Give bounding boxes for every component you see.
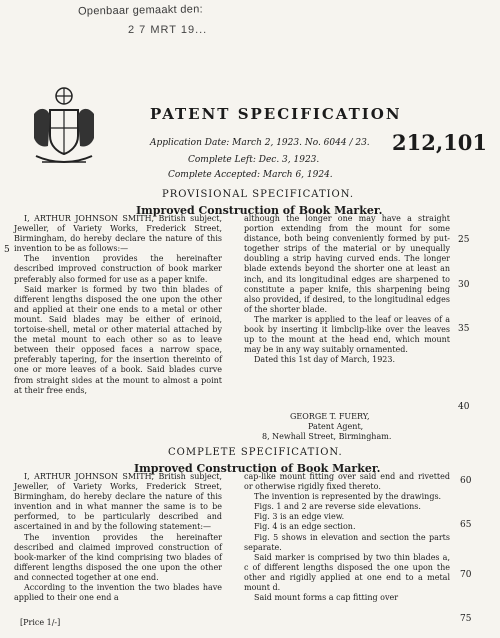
paragraph: Fig. 5 shows in elevation and section the parts separate. (244, 532, 450, 552)
agent-name: GEORGE T. FUERY, (290, 412, 370, 421)
paragraph: I, ARTHUR JOHNSON SMITH, British subject, Jeweller, of Variety Works, Frederick Street, Birmingham, do hereby declare the nature of this invention and in what manner the same is to be performed, to be particularly described and ascertained in and by the following statement:— (14, 472, 222, 532)
complete-left-column (14, 472, 222, 603)
paragraph: Said marker is comprised by two thin blades a, c of different lengths disposed the one upon the other and rigidly applied at one end to a metal mount d. (244, 552, 450, 593)
application-date: Application Date: March 2, 1923. No. 6044 / 23. (150, 138, 370, 148)
paragraph: Fig. 4 is an edge section. (254, 522, 356, 532)
agent-address: 8, Newhall Street, Birmingham. (262, 432, 392, 442)
patent-number: 212,101 (392, 130, 487, 155)
paragraph: Fig. 3 is an edge view. (254, 512, 345, 522)
complete-right-column (244, 472, 450, 603)
paragraph: Dated this 1st day of March, 1923. (254, 355, 396, 365)
line-number: 40 (458, 402, 470, 412)
agent-role: Patent Agent, (308, 422, 364, 432)
signature-block (262, 412, 460, 442)
paragraph: Said marker is formed by two thin blades of different lengths disposed the one upon the other and applied at their one ends to a metal or other mount. Said blades may be either of erinoid, tortoise-shell, metal or other material attached by the metal mount to each other so as to leave between their opposed faces a narrow space, preferably tapering, for the insertion thereinto of one or more leaves of a book. Said blades curve from straight sides at the mount to almost a point at their free ends, (14, 284, 222, 395)
provisional-left-column (14, 214, 222, 396)
paragraph: The invention is represented by the drawings. (254, 492, 442, 502)
line-number: 60 (460, 476, 472, 486)
margin-mark: 5 (4, 245, 10, 255)
paragraph: cap-like mount fitting over said end and rivetted or otherwise rigidly fixed thereto. (244, 472, 450, 492)
complete-accepted-date: Complete Accepted: March 6, 1924. (168, 170, 333, 180)
paragraph: The invention provides the hereinafter described improved construction of book marker preferably also formed for use as a paper knife. (14, 254, 222, 284)
price: [Price 1/-] (20, 618, 61, 627)
paragraph: The marker is applied to the leaf or leaves of a book by inserting it limbclip-like over the leaves up to the mount at the head end, which mount may be in any way suitably ornamented. (244, 314, 450, 355)
line-number: 75 (460, 614, 472, 624)
paragraph: According to the invention the two blades have applied to their one end a (14, 583, 222, 603)
stamp-date: 2 7 MRT 19... (128, 24, 208, 36)
paragraph: The invention provides the hereinafter described and claimed improved construction of book-marker of the kind comprising two blades of different lengths disposed the one upon the other and connected together at one end. (14, 532, 222, 582)
publication-stamp: Openbaar gemaakt den: (77, 3, 204, 18)
line-number: 30 (458, 280, 470, 290)
provisional-heading: PROVISIONAL SPECIFICATION. (162, 189, 355, 200)
complete-left-date: Complete Left: Dec. 3, 1923. (188, 155, 320, 165)
line-number: 70 (460, 570, 472, 580)
line-number: 35 (458, 324, 470, 334)
complete-subtitle: Improved Construction of Book Marker. (134, 462, 381, 475)
provisional-right-column (244, 214, 450, 365)
royal-coat-of-arms-icon (28, 84, 100, 166)
line-number: 65 (460, 520, 472, 530)
paragraph: Figs. 1 and 2 are reverse side elevations. (254, 502, 421, 512)
paragraph: I, ARTHUR JOHNSON SMITH, British subject, Jeweller, of Variety Works, Frederick Street, Birmingham, do hereby declare the nature of this invention to be as follows:— (14, 214, 222, 254)
provisional-subtitle: Improved Construction of Book Marker. (136, 204, 383, 217)
document-title: PATENT SPECIFICATION (150, 105, 402, 123)
complete-heading: COMPLETE SPECIFICATION. (168, 447, 343, 458)
paragraph: although the longer one may have a straight portion extending from the mount for some distance, both being conveniently formed by put-together strips of the material or by unequally doubling a strip having curved ends. The longer blade extends beyond the shorter one at least an inch, and its longitudinal edges are sharpened to constitute a paper knife, this sharpening being also provided, if desired, to the longitudinal edges of the shorter blade. (244, 214, 450, 314)
line-number: 25 (458, 235, 470, 245)
paragraph: Said mount forms a cap fitting over (254, 593, 399, 603)
